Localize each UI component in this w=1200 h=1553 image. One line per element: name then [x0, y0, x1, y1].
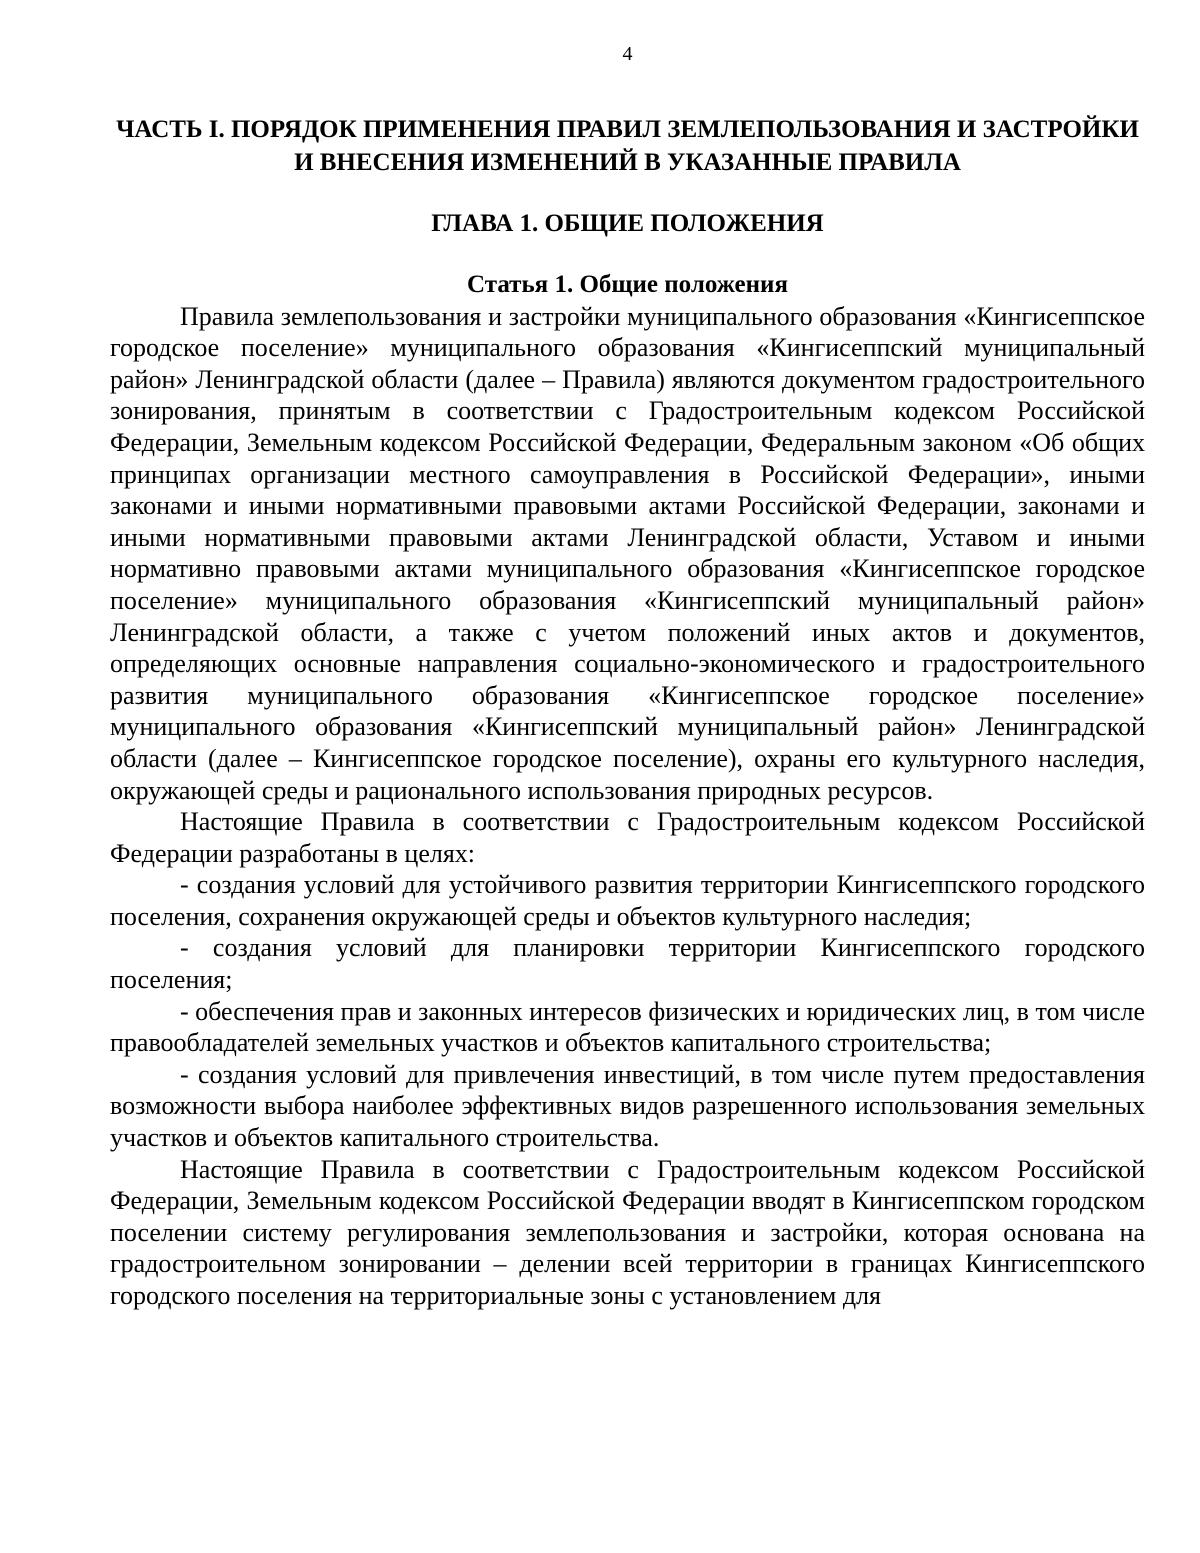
- goal-item: - обеспечения прав и законных интересов физических и юридических лиц, в том числе правообладателей земельных участков и объектов капитального строительства;: [110, 996, 1145, 1058]
- part-title: ЧАСТЬ I. ПОРЯДОК ПРИМЕНЕНИЯ ПРАВИЛ ЗЕМЛЕПОЛЬЗОВАНИЯ И ЗАСТРОЙКИ И ВНЕСЕНИЯ ИЗМЕНЕНИЙ В УКАЗАННЫЕ ПРАВИЛА: [116, 116, 1139, 176]
- paragraph-zoning-system: Настоящие Правила в соответствии с Градостроительным кодексом Российской Федерации, Земельным кодексом Российской Федерации вводят в Кингисеппском городском поселении систему регулирования землепользования и застройки, которая основана на градостроительном зонировании – делении всей территории в границах Кингисеппского городского поселения на территориальные зоны с установлением для: [110, 1154, 1145, 1310]
- paragraph-rules-definition: Правила землепользования и застройки муниципального образования «Кингисеппское городское поселение» муниципального образования «Кингисеппский муниципальный район» Ленинградской области (далее – Правила) являются документом градостроительного зонирования, принятым в соответствии с Градостроительным кодексом Российской Федерации, Земельным кодексом Российской Федерации, Федеральным законом «Об общих принципах организации местного самоуправления в Российской Федерации», иными законами и иными нормативными правовыми актами Российской Федерации, законами и иными нормативными правовыми актами Ленинградской области, Уставом и иными нормативно правовыми актами муниципального образования «Кингисеппское городское поселение» муниципального образования «Кингисеппский муниципальный район» Ленинградской области, а также с учетом положений иных актов и документов, определяющих основные направления социально-экономического и градостроительного развития муниципального образования «Кингисеппское городское поселение» муниципального образования «Кингисеппский муниципальный район» Ленинградской области (далее – Кингисеппское городское поселение), охраны его культурного наследия, окружающей среды и рационального использования природных ресурсов.: [110, 301, 1145, 805]
- goal-item: - создания условий для планировки территории Кингисеппского городского поселения;: [110, 933, 1145, 995]
- chapter-title: ГЛАВА 1. ОБЩИЕ ПОЛОЖЕНИЯ: [431, 210, 824, 237]
- article-title: Статья 1. Общие положения: [467, 271, 788, 298]
- page-content: [110, 110, 1145, 1312]
- page-number: 4: [622, 43, 633, 65]
- goal-item: - создания условий для привлечения инвестиций, в том числе путем предоставления возможности выбора наиболее эффективных видов разрешенного использования земельных участков и объектов капитального строительства.: [110, 1059, 1145, 1153]
- goal-item: - создания условий для устойчивого развития территории Кингисеппского городского поселения, сохранения окружающей среды и объектов культурного наследия;: [110, 870, 1145, 931]
- paragraph-goals-intro: Настоящие Правила в соответствии с Градостроительным кодексом Российской Федерации разработаны в целях:: [110, 807, 1145, 868]
